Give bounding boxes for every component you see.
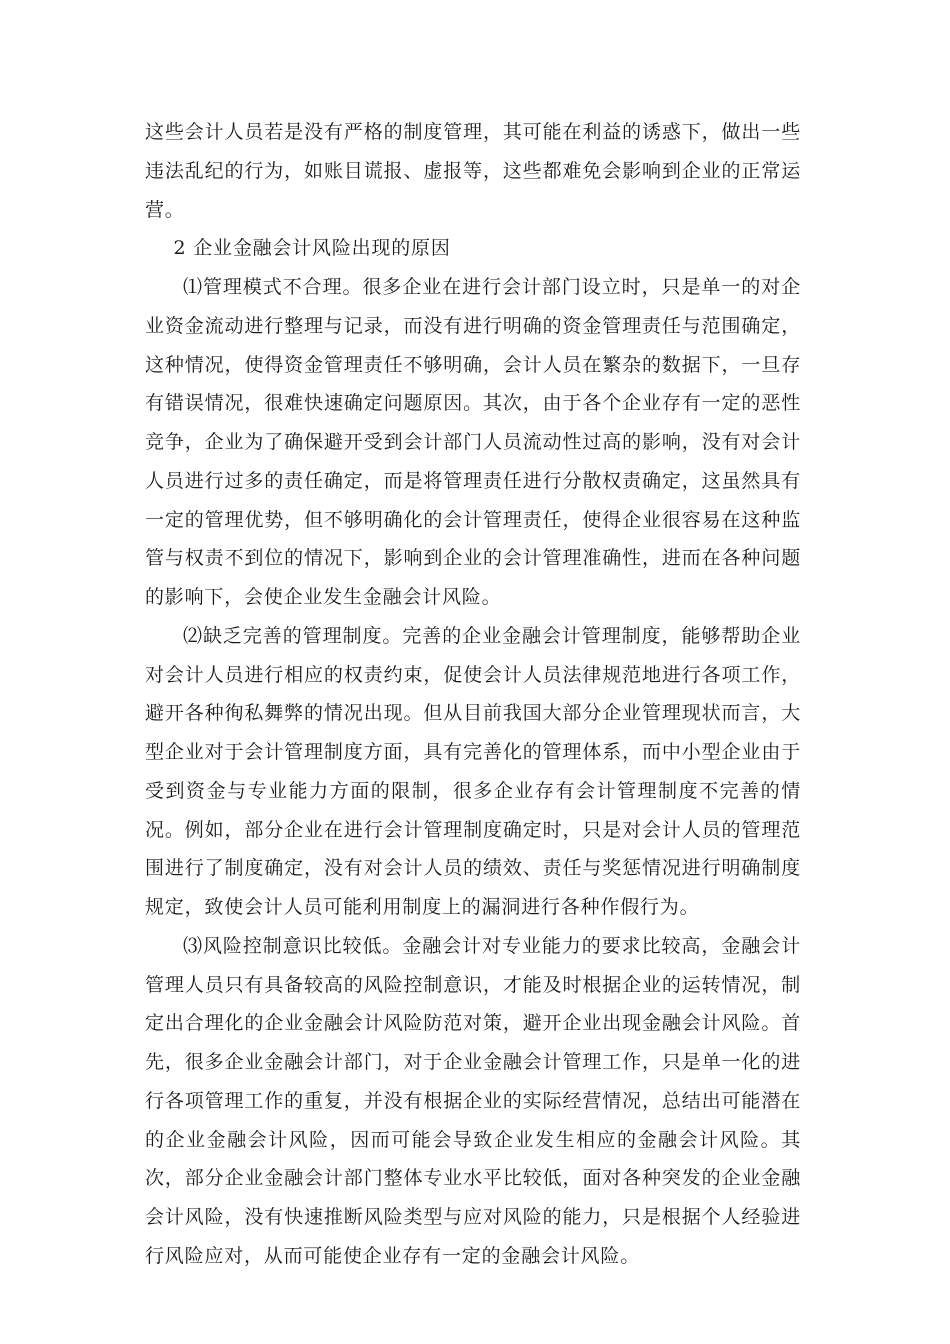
section-heading: 2 企业金融会计风险出现的原因 (173, 237, 451, 260)
paragraph-management-mode: ⑴管理模式不合理。很多企业在进行会计部门设立时，只是单一的对企业资金流动进行整理与记录，而没有进行明确的资金管理责任与范围确定，这种情况，使得资金管理责任不够明确，会计人员在繁杂的数据下，一旦存有错误情况，很难快速确定问题原因。其次，由于各个企业存有一定的恶性竞争，企业为了确保避开受到会计部门人员流动性过高的影响，没有对会计人员进行过多的责任确定，而是将管理责任进行分散权责确定，这虽然具有一定的管理优势，但不够明确化的会计管理责任，使得企业很容易在这种监管与权责不到位的情况下，影响到企业的会计管理准确性，进而在各种问题的影响下，会使企业发生金融会计风险。 (145, 276, 801, 608)
paragraph-management-system: ⑵缺乏完善的管理制度。完善的企业金融会计管理制度，能够帮助企业对会计人员进行相应的权责约束，促使会计人员法律规范地进行各项工作，避开各种徇私舞弊的情况出现。但从目前我国大部分企业管理现状而言，大型企业对于会计管理制度方面，具有完善化的管理体系，而中小型企业由于受到资金与专业能力方面的限制，很多企业存有会计管理制度不完善的情况。例如，部分企业在进行会计管理制度确定时，只是对会计人员的管理范围进行了制度确定，没有对会计人员的绩效、责任与奖惩情况进行明确制度规定，致使会计人员可能利用制度上的漏洞进行各种作假行为。 (145, 624, 801, 918)
paragraph-continued: 这些会计人员若是没有严格的制度管理，其可能在利益的诱惑下，做出一些违法乱纪的行为，如账目谎报、虚报等，这些都难免会影响到企业的正常运营。 (145, 121, 801, 221)
paragraph-risk-awareness: ⑶风险控制意识比较低。金融会计对专业能力的要求比较高，金融会计管理人员只有具备较高的风险控制意识，才能及时根据企业的运转情况，制定出合理化的企业金融会计风险防范对策，避开企业出现金融会计风险。首先，很多企业金融会计部门，对于企业金融会计管理工作，只是单一化的进行各项管理工作的重复，并没有根据企业的实际经营情况，总结出可能潜在的企业金融会计风险，因而可能会导致企业发生相应的金融会计风险。其次，部分企业金融会计部门整体专业水平比较低，面对各种突发的企业金融会计风险，没有快速推断风险类型与应对风险的能力，只是根据个人经验进行风险应对，从而可能使企业存有一定的金融会计风险。 (145, 934, 801, 1267)
document-body (145, 113, 801, 1276)
